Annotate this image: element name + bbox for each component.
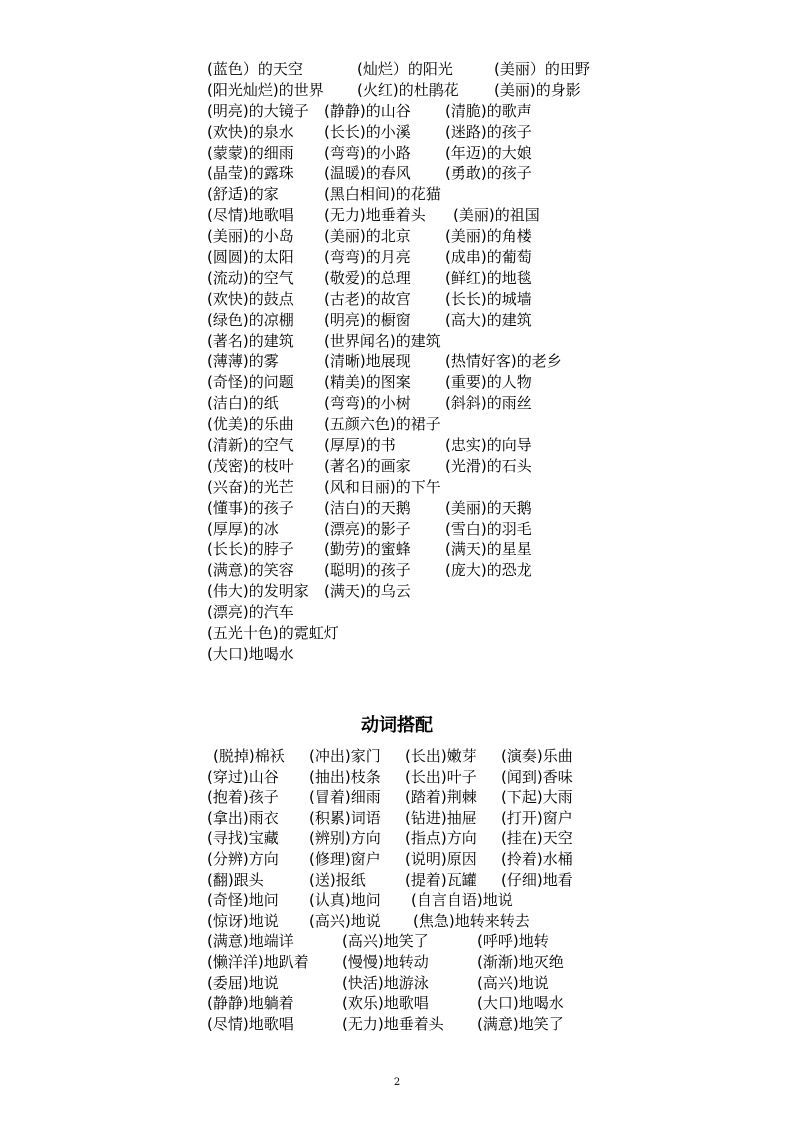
phrase: (美丽)的角楼: [445, 227, 532, 246]
phrase: (挂在)天空: [501, 829, 573, 848]
phrase: (静静)地躺着: [207, 994, 294, 1013]
phrase: (送)报纸: [309, 870, 366, 889]
list-item: [207, 993, 613, 1014]
phrase: (惊讶)地说: [207, 911, 279, 930]
phrase: (弯弯)的小路: [324, 143, 411, 162]
list-item: [207, 519, 627, 540]
phrase: (修理)窗户: [309, 849, 381, 868]
list-item: [207, 456, 627, 477]
phrase: (漂亮)的影子: [324, 519, 411, 538]
list-item: [207, 787, 613, 808]
list-item: [207, 808, 613, 829]
phrase: (满意)地笑了: [477, 1014, 564, 1033]
list-item: [207, 498, 627, 519]
phrase: (大口)地喝水: [207, 644, 294, 663]
phrase: (满天)的星星: [445, 540, 532, 559]
phrase: (庞大)的恐龙: [445, 561, 532, 580]
phrase: (满意)地端详: [207, 932, 294, 951]
phrase: (斜斜)的雨丝: [445, 394, 532, 413]
phrase: (洁白)的天鹅: [324, 498, 411, 517]
adjective-collocation-list: [207, 59, 627, 665]
list-item: [207, 602, 627, 623]
list-item: [207, 226, 627, 247]
phrase: (拿出)雨衣: [207, 808, 279, 827]
list-item: [207, 414, 627, 435]
phrase: (茂密)的枝叶: [207, 456, 294, 475]
phrase: (黑白相间)的花猫: [324, 185, 441, 204]
phrase: (清脆)的歌声: [445, 101, 532, 120]
phrase: (无力)地垂着头: [324, 206, 426, 225]
phrase: (焦急)地转来转去: [413, 911, 530, 930]
list-item: [207, 372, 627, 393]
phrase: (温暖)的春风: [324, 164, 411, 183]
phrase: (欢快)的泉水: [207, 122, 294, 141]
phrase: (踏着)荆棘: [405, 788, 477, 807]
phrase: (灿烂）的阳光: [357, 60, 453, 78]
phrase: (长长)的脖子: [207, 540, 294, 559]
phrase: (尽情)地歌唱: [207, 206, 294, 225]
phrase: (长出)叶子: [405, 767, 477, 786]
list-item: [207, 560, 627, 581]
phrase: (高大)的建筑: [445, 310, 532, 329]
list-item: [207, 767, 613, 788]
phrase: (抱着)孩子: [207, 788, 279, 807]
list-item: [207, 581, 627, 602]
phrase: (翻)跟头: [207, 870, 264, 889]
phrase: (无力)地垂着头: [342, 1014, 444, 1033]
list-item: [207, 1014, 613, 1035]
phrase: (奇怪)的问题: [207, 373, 294, 392]
phrase: (欢乐)地歌唱: [342, 994, 429, 1013]
phrase: (大口)地喝水: [477, 994, 564, 1013]
phrase: (清晰)地展现: [324, 352, 411, 371]
phrase: (下起)大雨: [501, 788, 573, 807]
phrase: (圆圆)的太阳: [207, 248, 294, 267]
phrase: (明亮)的大镜子: [207, 101, 309, 120]
phrase: (慢慢)地转动: [342, 952, 429, 971]
phrase: (鲜红)的地毯: [445, 268, 532, 287]
phrase: (冲出)家门: [309, 747, 381, 765]
phrase: (著名)的建筑: [207, 331, 294, 350]
phrase: (呼呼)地转: [477, 932, 549, 951]
phrase: (指点)方向: [405, 829, 477, 848]
phrase: (委屈)地说: [207, 973, 279, 992]
list-item: [207, 911, 613, 932]
phrase: (勇敢)的孩子: [445, 164, 532, 183]
phrase: (欢快)的鼓点: [207, 289, 294, 308]
phrase: (快活)地游泳: [342, 973, 429, 992]
phrase: (薄薄)的雾: [207, 352, 279, 371]
list-item: [207, 101, 627, 122]
phrase: (说明)原因: [405, 849, 477, 868]
phrase: (古老)的故宫: [324, 289, 411, 308]
phrase: (成串)的葡萄: [445, 248, 532, 267]
phrase: (冒着)细雨: [309, 788, 381, 807]
phrase: (穿过)山谷: [207, 767, 279, 786]
phrase: (演奏)乐曲: [501, 747, 573, 765]
list-item: [207, 289, 627, 310]
list-item: [207, 80, 627, 101]
list-item: [207, 849, 613, 870]
phrase: (抽出)枝条: [309, 767, 381, 786]
list-item: [207, 477, 627, 498]
list-item: [207, 870, 613, 891]
phrase: (清新)的空气: [207, 436, 294, 455]
phrase: (拎着)水桶: [501, 849, 573, 868]
phrase: (懂事)的孩子: [207, 498, 294, 517]
phrase: (火红)的杜鹃花: [357, 80, 459, 99]
page-number: 2: [393, 1077, 401, 1088]
phrase: (五颜六色)的裙子: [324, 415, 441, 434]
list-item: [207, 143, 627, 164]
phrase: (仔细)地看: [501, 870, 573, 889]
phrase: (兴奋)的光芒: [207, 477, 294, 496]
phrase: (厚厚)的冰: [207, 519, 279, 538]
list-item: [207, 973, 613, 994]
phrase: (光滑)的石头: [445, 456, 532, 475]
phrase: (寻找)宝藏: [207, 829, 279, 848]
list-item: [207, 331, 627, 352]
phrase: (阳光灿烂)的世界: [207, 80, 324, 99]
phrase: (闻到)香味: [501, 767, 573, 786]
phrase: (打开)窗户: [501, 808, 573, 827]
phrase: (积累)词语: [309, 808, 381, 827]
phrase: (五光十色)的霓虹灯: [207, 624, 339, 643]
phrase: (伟大)的发明家: [207, 582, 309, 601]
phrase: (蓝色）的天空: [207, 60, 303, 78]
list-item: [207, 59, 627, 80]
phrase: (认真)地问: [309, 891, 381, 910]
phrase: (敬爱)的总理: [324, 268, 411, 287]
phrase: (蒙蒙)的细雨: [207, 143, 294, 162]
phrase: (精美)的图案: [324, 373, 411, 392]
phrase: (奇怪)地问: [207, 891, 279, 910]
phrase: (高兴)地笑了: [342, 932, 429, 951]
phrase: (提着)瓦罐: [405, 870, 477, 889]
phrase: (懒洋洋)地趴着: [207, 952, 309, 971]
phrase: (美丽)的天鹅: [445, 498, 532, 517]
verb-collocation-list: [207, 746, 613, 1034]
list-item: [207, 644, 627, 665]
phrase: (晶莹)的露珠: [207, 164, 294, 183]
phrase: (绿色)的凉棚: [207, 310, 294, 329]
section-title: 动词搭配: [361, 715, 433, 736]
phrase: (重要)的人物: [445, 373, 532, 392]
list-item: [207, 351, 627, 372]
phrase: (迷路)的孩子: [445, 122, 532, 141]
list-item: [207, 435, 627, 456]
phrase: (高兴)地说: [309, 911, 381, 930]
phrase: (渐渐)地灭绝: [477, 952, 564, 971]
list-item: [207, 623, 627, 644]
phrase: (长出)嫩芽: [405, 747, 477, 765]
phrase: (满意)的笑容: [207, 561, 294, 580]
list-item: [207, 184, 627, 205]
phrase: (舒适)的家: [207, 185, 279, 204]
phrase: (静静)的山谷: [324, 101, 411, 120]
phrase: (美丽)的北京: [324, 227, 411, 246]
phrase: (热情好客)的老乡: [445, 352, 562, 371]
list-item: [207, 952, 613, 973]
list-item: [207, 828, 613, 849]
phrase: (洁白)的纸: [207, 394, 279, 413]
phrase: (弯弯)的月亮: [324, 248, 411, 267]
phrase: (忠实)的向导: [445, 436, 532, 455]
list-item: [207, 247, 627, 268]
phrase: (聪明)的孩子: [324, 561, 411, 580]
list-item: [207, 268, 627, 289]
list-item: [207, 310, 627, 331]
list-item: [207, 931, 613, 952]
phrase: (流动)的空气: [207, 268, 294, 287]
phrase: (美丽)的祖国: [453, 206, 540, 225]
list-item: [207, 539, 627, 560]
phrase: (弯弯)的小树: [324, 394, 411, 413]
phrase: (脱掉)棉袄: [213, 747, 285, 765]
list-item: [207, 890, 613, 911]
phrase: (长长)的城墙: [445, 289, 532, 308]
phrase: (年迈)的大娘: [445, 143, 532, 162]
phrase: (著名)的画家: [324, 456, 411, 475]
phrase: (雪白)的羽毛: [445, 519, 532, 538]
phrase: (漂亮)的汽车: [207, 603, 294, 622]
list-item: [207, 163, 627, 184]
phrase: (美丽）的田野: [494, 60, 590, 78]
list-item: [213, 746, 613, 767]
phrase: (美丽)的小岛: [207, 227, 294, 246]
phrase: (勤劳)的蜜蜂: [324, 540, 411, 559]
list-item: [207, 122, 627, 143]
phrase: (厚厚)的书: [324, 436, 396, 455]
phrase: (长长)的小溪: [324, 122, 411, 141]
phrase: (辨别)方向: [309, 829, 381, 848]
phrase: (满天)的乌云: [324, 582, 411, 601]
phrase: (优美)的乐曲: [207, 415, 294, 434]
phrase: (分辨)方向: [207, 849, 279, 868]
phrase: (美丽)的身影: [494, 80, 581, 99]
phrase: (明亮)的橱窗: [324, 310, 411, 329]
phrase: (自言自语)地说: [411, 891, 513, 910]
list-item: [207, 393, 627, 414]
phrase: (风和日丽)的下午: [324, 477, 441, 496]
phrase: (高兴)地说: [477, 973, 549, 992]
list-item: [207, 205, 627, 226]
phrase: (世界闻名)的建筑: [324, 331, 441, 350]
phrase: (钻进)抽屉: [405, 808, 477, 827]
phrase: (尽情)地歌唱: [207, 1014, 294, 1033]
